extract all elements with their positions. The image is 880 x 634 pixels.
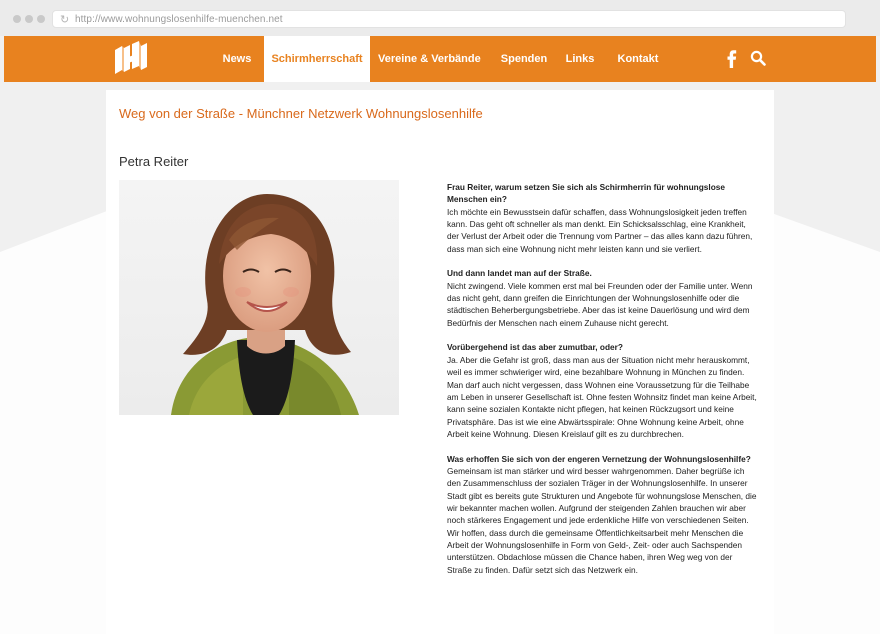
nav-item-spenden[interactable] — [494, 36, 554, 82]
interview-question: Vorübergehend ist das aber zumutbar, oder? — [447, 342, 623, 353]
search-icon[interactable] — [750, 50, 766, 66]
nav-item-links[interactable] — [562, 36, 598, 82]
interview-answer: Ja. Aber die Gefahr ist groß, dass man aus der Situation nicht mehr herauskommt, weil es immer schwieriger wird, eine bezahlbare Wohnung in München zu finden. Man darf auch nicht vergessen, dass Wohnen eine Voraussetzung für die Teilhabe am Leben in unserer Gesellschaft ist. Ohne festen Wohnsitz findet man keine Arbeit, kann seine sozialen Kontakte nicht pflegen, hat keinen Rückzugsort und keine Privatsphäre. Das ist wie eine Abwärtsspirale: Ohne Wohnung keine Arbeit, ohne Arbeit keine Wohnung. Diesen Kreislauf gilt es zu durchbrechen. — [447, 354, 757, 439]
nav-item-label: Schirmherrschaft — [271, 53, 363, 65]
nav-item-label: Vereine & Verbände — [378, 53, 481, 65]
interview-answer: Ich möchte ein Bewusstsein dafür schaffen, dass Wohnungslosigkeit jeden treffen kann. Das geht oft schneller als man denkt. Ein Schicksalsschlag, eine Krankheit, der Verlust der Arbeit oder die Trennung vom Partner – das alles kann dazu führen, dass man sich eine Wohnung nicht mehr leisten kann und sie verliert. — [447, 206, 753, 254]
facebook-icon[interactable] — [726, 50, 738, 68]
window-maximize-dot[interactable] — [37, 15, 45, 23]
nav-item-label: Links — [565, 53, 595, 65]
interview-question: Was erhoffen Sie sich von der engeren Vernetzung der Wohnungslosenhilfe? — [447, 453, 751, 464]
nav-item-kontakt[interactable] — [614, 36, 662, 82]
window-close-dot[interactable] — [13, 15, 21, 23]
nav-item-label: Kontakt — [617, 53, 659, 65]
interview-question: Frau Reiter, warum setzen Sie sich als Schirmherrin für wohnungslose Menschen ein? — [447, 182, 726, 205]
address-bar[interactable] — [52, 10, 846, 28]
reload-icon[interactable]: ↻ — [60, 14, 70, 26]
interview-answer: Gemeinsam ist man stärker und wird besser wahrgenommen. Daher begrüße ich den Zusammenschluss der sozialen Träger in der Wohnungslosenhilfe. In unserer Stadt gibt es bereits gute Strukturen und Angebote für wohnungslose Menschen, die wir bekannter machen wollen. Aufgrund der steigenden Zahlen brauchen wir aber noch stärkeres Engagement und jede erdenkliche Hilfe von verschiedenen Seiten. Wir hoffen, dass durch die gemeinsame Öffentlichkeitsarbeit mehr Menschen die Arbeit der Wohnungslosenhilfe in Form von Geld-, Zeit- oder auch Sachspenden unterstützen. Obdachlose müssen die Chance haben, ihren Weg weg von der Straße zu finden. Dafür setzt sich das Netzwerk ein. — [447, 465, 757, 575]
nav-item-vereine-verbaende[interactable] — [378, 36, 481, 82]
nav-item-label: News — [222, 53, 252, 65]
main-navigation — [4, 36, 876, 82]
nav-item-label: Spenden — [500, 53, 548, 65]
main-content — [106, 90, 774, 634]
nav-item-schirmherrschaft[interactable] — [264, 36, 370, 82]
person-name-heading: Petra Reiter — [119, 154, 189, 169]
page-title: Weg von der Straße - Münchner Netzwerk Wohnungslosenhilfe — [119, 106, 483, 121]
site-logo[interactable] — [109, 40, 153, 78]
browser-toolbar — [0, 0, 880, 36]
interview-article — [447, 181, 759, 588]
nav-item-news[interactable] — [216, 36, 258, 82]
address-bar-url: http://www.wohnungslosenhilfe-muenchen.net — [75, 14, 283, 25]
interview-answer: Nicht zwingend. Viele kommen erst mal bei Freunden oder der Familie unter. Wenn das nicht geht, dann greifen die Einrichtungen der Wohnungslosenhilfe oder die städtischen Beherbergungsbetriebe. Aber das ist keine Dauerlösung und wird dem Bedürfnis der Menschen nach einem Zuhause nicht gerecht. — [447, 280, 753, 328]
interview-question: Und dann landet man auf der Straße. — [447, 268, 592, 279]
window-minimize-dot[interactable] — [25, 15, 33, 23]
portrait-photo — [119, 180, 399, 415]
